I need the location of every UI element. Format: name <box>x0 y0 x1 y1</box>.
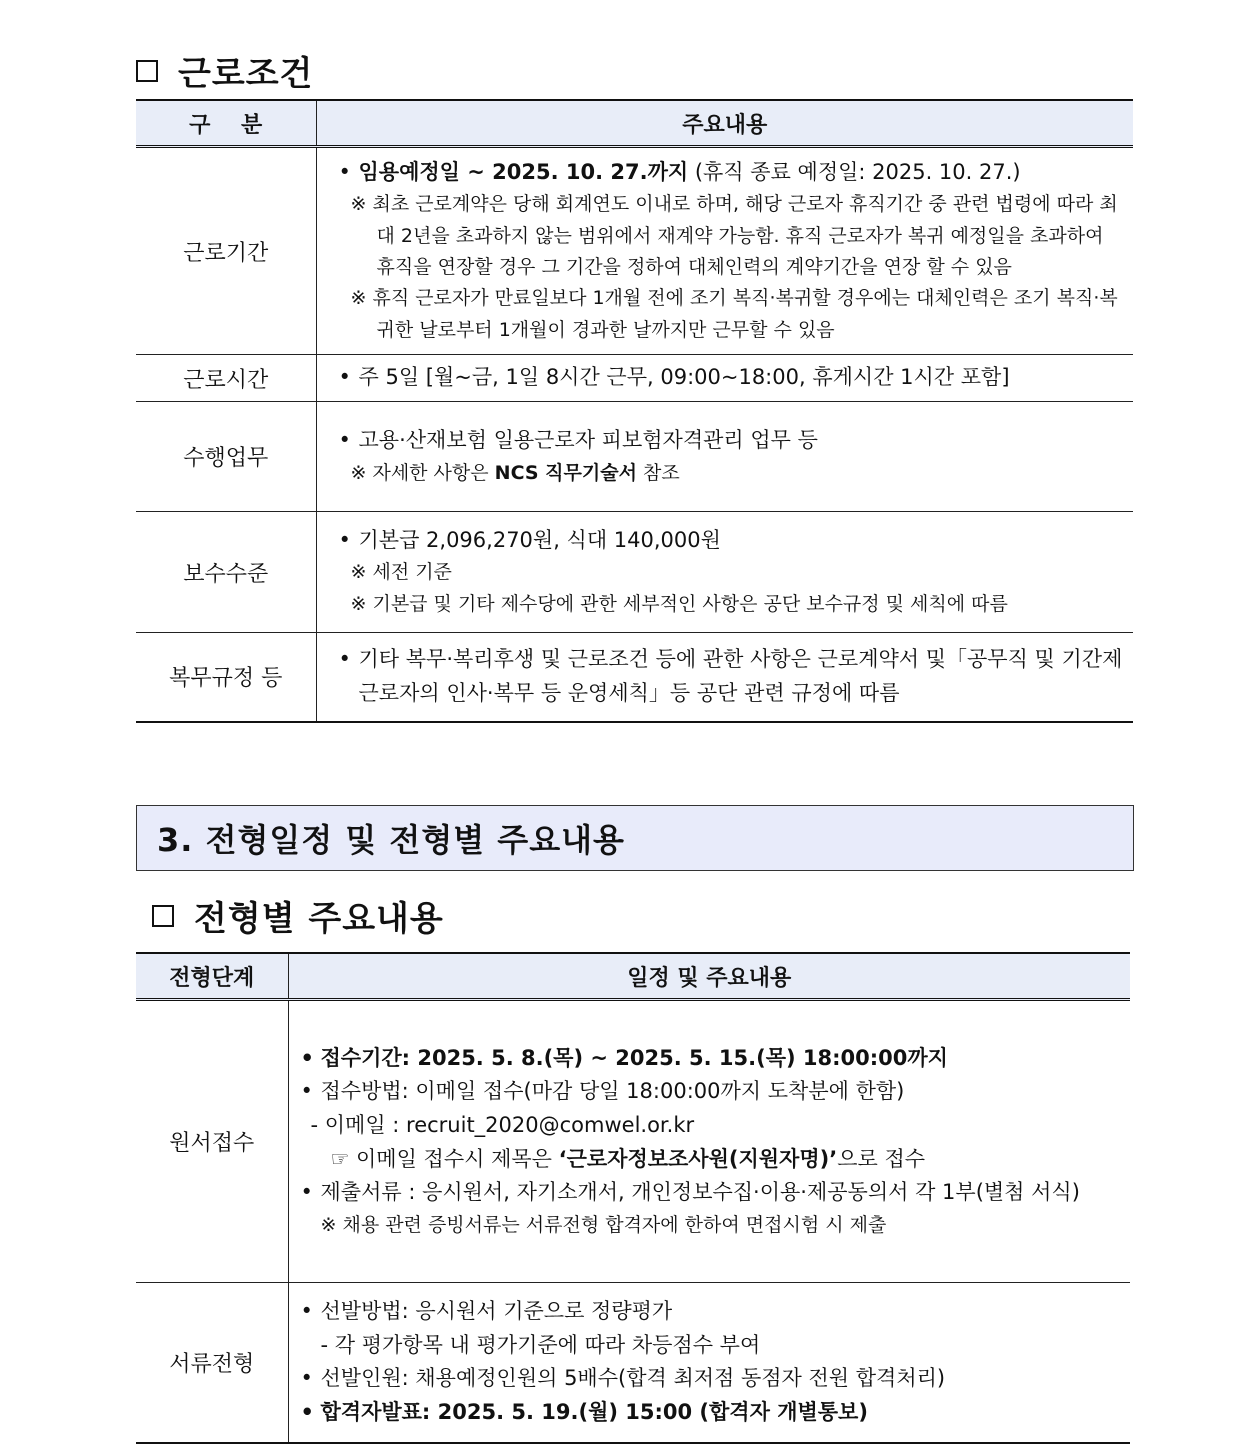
section-heading-work-conditions <box>136 46 313 95</box>
row-content-duty: • 고용·산재보험 일용근로자 피보험자격관리 업무 등 ※ 자세한 사항은 NCS 직무기술서 참조 <box>316 402 1133 512</box>
column-header-contents: 주요내용 <box>316 100 1133 147</box>
row-content-pay: • 기본급 2,096,270원, 식대 140,000원 ※ 세전 기준 ※ 기본급 및 기타 제수당에 관한 세부적인 사항은 공단 보수규정 및 세칙에 따름 <box>316 512 1133 633</box>
column-header-schedule: 일정 및 주요내용 <box>288 953 1130 1000</box>
pay-note-2: ※ 기본급 및 기타 제수당에 관한 세부적인 사항은 공단 보수규정 및 세칙에 따름 <box>350 592 1008 615</box>
row-label-rules: 복무규정 등 <box>136 633 316 722</box>
row-content-hours: • 주 5일 [월~금, 1일 8시간 근무, 09:00~18:00, 휴게시간 1시간 포함] <box>316 355 1133 402</box>
heading-text: 전형별 주요내용 <box>194 899 444 939</box>
row-label-duty: 수행업무 <box>136 402 316 512</box>
row-label-period: 근로기간 <box>136 147 316 355</box>
row-label-screening: 서류전형 <box>136 1283 288 1443</box>
section-title-bar: 3. 전형일정 및 전형별 주요내용 <box>136 805 1134 871</box>
row-label-pay: 보수수준 <box>136 512 316 633</box>
stages-table <box>136 952 1130 1444</box>
row-label-hours: 근로시간 <box>136 355 316 402</box>
row-content-application: • 접수기간: 2025. 5. 8.(목) ~ 2025. 5. 15.(목) 18:00:00까지 • 접수방법: 이메일 접수(마감 당일 18:00:00까지 도착분에 한함) - 이메일 : recruit_2020@comwel.or.kr ☞ 이메일 접수시 제목은 ‘근로자정보조사원(지원자명)’으로 접수 • 제출서류 : 응시원서, 자기소개서, 개인정보수집·이용·제공동의서 각 1부(별첨 서식) ※ 채용 관련 증빙서류는 서류전형 합격자에 한하여 면접시험 시 제출 <box>288 1000 1130 1283</box>
heading-text: 근로조건 <box>178 54 314 94</box>
checkbox-square-icon <box>136 60 158 82</box>
period-main: • 임용예정일 ~ 2025. 10. 27.까지 (휴직 종료 예정일: 2025. 10. 27.) <box>339 156 1124 190</box>
pay-note-1: ※ 세전 기준 <box>350 561 452 584</box>
row-content-rules: • 기타 복무·복리후생 및 근로조건 등에 관한 사항은 근로계약서 및「공무직 및 기간제근로자의 인사·복무 등 운영세칙」등 공단 관련 규정에 따름 <box>316 633 1133 722</box>
checkbox-square-icon <box>152 905 174 927</box>
email-subject-line: ☞ 이메일 접수시 제목은 ‘근로자정보조사원(지원자명)’으로 접수 <box>330 1146 926 1171</box>
column-header-category: 구 분 <box>136 100 316 147</box>
row-content-screening: • 선발방법: 응시원서 기준으로 정량평가 - 각 평가항목 내 평가기준에 따라 차등점수 부여 • 선발인원: 채용예정인원의 5배수(합격 최저점 동점자 전원 합격처리) • 합격자발표: 2025. 5. 19.(월) 15:00 (합격자 개별통보) <box>288 1283 1130 1443</box>
row-content-period <box>316 147 1133 355</box>
section-heading-stages <box>152 891 444 940</box>
duty-note: ※ 자세한 사항은 NCS 직무기술서 참조 <box>350 461 680 484</box>
row-label-application: 원서접수 <box>136 1000 288 1283</box>
column-header-stage: 전형단계 <box>136 953 288 1000</box>
period-note-1: ※ 최초 근로계약은 당해 회계연도 이내로 하며, 해당 근로자 휴직기간 중 관련 법령에 따라 최대 2년을 초과하지 않는 범위에서 재계약 가능함. 휴직 근로자가 복귀 예정일을 초과하여 휴직을 연장할 경우 그 기간을 정하여 대체인력의 계약기간을 연장 할 수 있음 <box>350 193 1118 279</box>
work-conditions-table <box>136 99 1133 723</box>
period-note-2: ※ 휴직 근로자가 만료일보다 1개월 전에 조기 복직·복귀할 경우에는 대체인력은 조기 복직·복귀한 날로부터 1개월이 경과한 날까지만 근무할 수 있음 <box>350 287 1118 341</box>
